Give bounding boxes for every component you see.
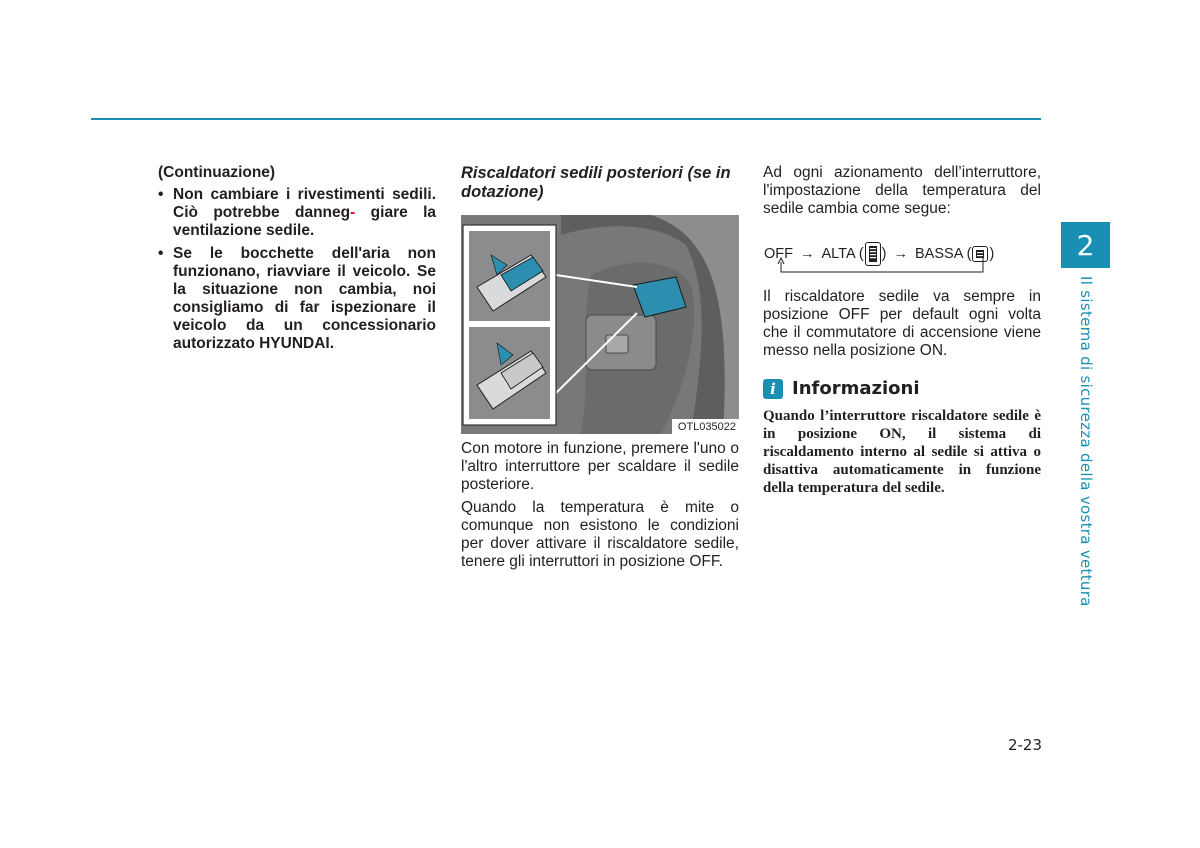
arrow-icon: → [800, 246, 815, 262]
bullet-mark: • [158, 245, 164, 262]
section-title: Riscaldatori sedili posteriori (se in dotazione) [461, 164, 731, 201]
heat-sequence-diagram [763, 238, 1041, 274]
intro-paragraph: Ad ogni azionamento dell’interruttore, l'impostazione della temperatura del sedile cambia come segue: [763, 164, 1041, 217]
door-switch-illustration [461, 215, 739, 434]
chapter-title: Il sistema di sicurezza della vostra vettura [1077, 276, 1095, 607]
paragraph: Con motore in funzione, premere l'uno o l'altro interruttore per scaldare il sedile posteriore. [461, 440, 739, 493]
left-column [158, 164, 436, 358]
right-column [763, 164, 1041, 497]
arrow-icon: → [893, 246, 909, 262]
sequence-high: ALTA ( [821, 246, 864, 262]
close-paren: ) [881, 246, 887, 262]
warning-list [158, 186, 436, 353]
bullet-text: Non cambiare i rivestimenti sedili. Ciò potrebbe danneg [173, 186, 436, 221]
info-text: Quando l’interruttore riscaldatore sedile è in posizione ON, il sistema di riscaldamento interno al sedile si attiva o disattiva automaticamente in funzione della temperatura del sedile. [763, 408, 1041, 496]
middle-column [461, 164, 739, 576]
top-rule [91, 118, 1041, 120]
continuation-label: (Continuazione) [158, 164, 276, 181]
sequence-low: BASSA ( [915, 246, 972, 262]
door-panel-drawing [461, 215, 739, 434]
close-paren: ) [989, 246, 995, 262]
hyphen-mark: - [350, 204, 356, 221]
page-number: 2-23 [1007, 736, 1042, 754]
list-item [158, 245, 436, 353]
paragraph: Quando la temperatura è mite o comunque non esistono le condizioni per dover attivare il riscaldatore sedile, tenere gli interruttori in posizione OFF. [461, 499, 739, 570]
list-item [158, 186, 436, 240]
info-title: Informazioni [792, 378, 920, 399]
return-loop-line [777, 256, 992, 276]
info-icon: i [763, 379, 783, 399]
default-off-paragraph: Il riscaldatore sedile va sempre in posizione OFF per default ogni volta che il commutatore di accensione viene messo nella posizione ON. [763, 288, 1041, 359]
chapter-tab: 2 [1061, 222, 1110, 268]
info-heading [763, 378, 1041, 399]
figure-code: OTL035022 [672, 419, 739, 434]
bullet-mark: • [158, 186, 164, 203]
bullet-text: Se le bocchette dell'aria non funzionano, riavviare il veicolo. Se la situazione non cambia, noi consigliamo di far ispezionare il veicolo da un concessionario autorizzato HYUNDAI. [173, 245, 436, 352]
sequence-off: OFF [764, 246, 793, 262]
bullet-text: giare la ventilazione sedile. [173, 204, 437, 239]
info-box [763, 378, 1041, 497]
